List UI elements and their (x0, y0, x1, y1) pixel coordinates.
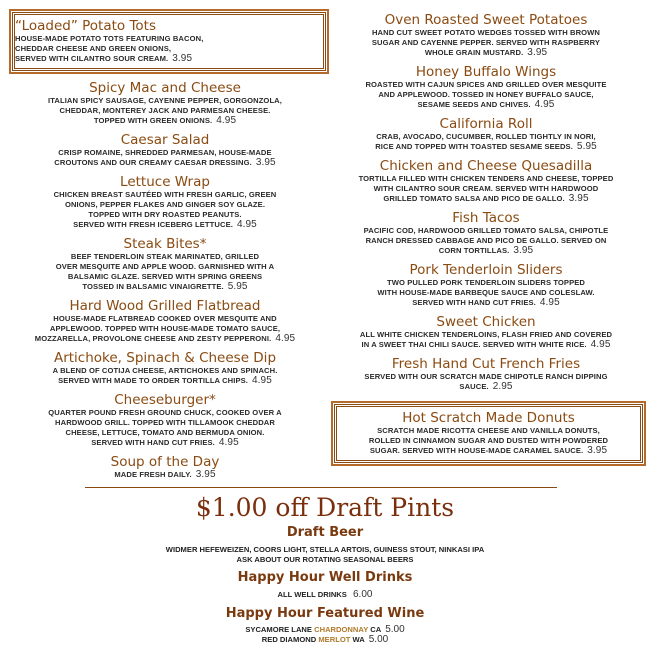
item-description-line (0, 262, 330, 272)
description-text: ONIONS, PEPPER FLAKES AND GINGER SOY GLAZE. (64, 200, 266, 209)
item-title: California Roll (439, 116, 533, 132)
description-text: GRILLED TOMATO SALSA AND PICO DE GALLO. (383, 194, 565, 203)
item-price: 3.95 (527, 47, 548, 58)
wine-list (0, 625, 650, 645)
item-description-line (322, 100, 650, 110)
description-text: SERVED WITH MADE TO ORDER TORTILLA CHIPS. (58, 376, 248, 385)
item-title: Pork Tenderloin Sliders (409, 262, 563, 278)
item-title: Oven Roasted Sweet Potatoes (384, 12, 588, 28)
description-text: ROASTED WITH CAJUN SPICES AND GRILLED OVER MESQUITE (365, 80, 607, 89)
item-price: 4.95 (590, 339, 611, 350)
menu-item (322, 210, 650, 256)
menu-item (322, 356, 650, 392)
description-text: HOUSE-MADE FLATBREAD COOKED OVER MESQUITE AND (53, 314, 277, 323)
menu-item (322, 262, 650, 308)
description-text: WHOLE GRAIN MUSTARD. (424, 48, 524, 57)
item-description-line (0, 272, 330, 282)
item-description-line (0, 200, 330, 210)
item-price: 3.95 (513, 245, 534, 256)
drinks-section (0, 492, 650, 645)
wine-price: 5.00 (385, 624, 405, 635)
description-text: SERVED WITH CILANTRO SOUR CREAM. (15, 54, 169, 63)
description-text: TOPPED WITH GREEN ONIONS. (93, 116, 213, 125)
description-text: TORTILLA FILLED WITH CHICKEN TENDERS AND CHEESE, TOPPED (358, 174, 614, 183)
description-text: ITALIAN SPICY SAUSAGE, CAYENNE PEPPER, GORGONZOLA, (48, 96, 282, 105)
description-text: WITH CILANTRO SOUR CREAM. SERVED WITH HARDWOOD (373, 184, 599, 193)
item-description-line (322, 372, 650, 382)
description-text: WITH HOUSE-MADE BARBEQUE SAUCE AND COLESLAW. (377, 288, 595, 297)
item-description-line (337, 446, 640, 456)
menu-item (0, 298, 330, 344)
description-text: IN A SWEET THAI CHILI SAUCE. SERVED WITH WHITE RICE. (361, 340, 587, 349)
description-text: MOZZARELLA, PROVOLONE CHEESE AND ZESTY PEPPERONI. (34, 334, 272, 343)
item-title: Hot Scratch Made Donuts (402, 410, 575, 426)
item-description-line (322, 246, 650, 256)
draft-beer-title: Draft Beer (286, 525, 364, 540)
item-title: Honey Buffalo Wings (415, 64, 557, 80)
description-text: ALL WHITE CHICKEN TENDERLOINS, FLASH FRIED AND COVERED (359, 330, 613, 339)
item-title: Steak Bites* (123, 236, 207, 252)
menu-item (0, 174, 330, 230)
menu-item (0, 350, 330, 386)
description-text: CHEDDAR, MONTEREY JACK AND PARMESAN CHEESE. (59, 106, 271, 115)
well-drinks-line (0, 590, 650, 600)
well-drinks-price: 6.00 (352, 589, 373, 600)
description-text: MADE FRESH DAILY. (114, 470, 192, 479)
description-text: SERVED WITH OUR SCRATCH MADE CHIPOTLE RANCH DIPPING (364, 372, 608, 381)
description-text: SERVED WITH HAND CUT FRIES. (91, 438, 215, 447)
well-drinks-text: ALL WELL DRINKS (277, 590, 347, 599)
menu-item (322, 64, 650, 110)
description-text: HAND CUT SWEET POTATO WEDGES TOSSED WITH BROWN (371, 28, 601, 37)
donut-item (337, 410, 640, 456)
item-description-line (322, 174, 650, 184)
description-text: SUGAR AND CAYENNE PEPPER. SERVED WITH RASPBERRY (371, 38, 601, 47)
item-price: 4.95 (539, 297, 560, 308)
description-text: SERVED WITH FRESH ICEBERG LETTUCE. (73, 220, 233, 229)
item-price: 4.95 (534, 99, 555, 110)
featured-wine-title: Happy Hour Featured Wine (225, 606, 425, 621)
description-text: ROLLED IN CINNAMON SUGAR AND DUSTED WITH POWDERED (368, 436, 609, 445)
menu-item (322, 116, 650, 152)
description-text: SUGAR. SERVED WITH HOUSE-MADE CARAMEL SAUCE. (369, 446, 584, 455)
item-description-line (0, 96, 330, 106)
menu-item (322, 12, 650, 58)
wine-winery: SYCAMORE LANE (245, 625, 312, 634)
description-text: CHEDDAR CHEESE AND GREEN ONIONS, (15, 44, 172, 53)
item-description-line (0, 158, 330, 168)
item-description-line (322, 48, 650, 58)
item-description-line (322, 38, 650, 48)
item-title: Cheeseburger* (114, 392, 216, 408)
item-price: 4.95 (275, 333, 296, 344)
item-title: Sweet Chicken (436, 314, 536, 330)
item-description-line (322, 142, 650, 152)
item-price: 5.95 (576, 141, 597, 152)
item-title: Fresh Hand Cut French Fries (391, 356, 581, 372)
item-description-line (0, 116, 330, 126)
item-description-line (322, 278, 650, 288)
description-text: CRISP ROMAINE, SHREDDED PARMESAN, HOUSE-MADE (58, 148, 272, 157)
wine-region: CA (370, 625, 382, 634)
item-title: Fish Tacos (452, 210, 520, 226)
description-text: CROUTONS AND OUR CREAMY CAESAR DRESSING. (54, 158, 252, 167)
wine-varietal: CHARDONNAY (314, 625, 369, 634)
description-text: RICE AND TOPPED WITH TOASTED SESAME SEEDS. (375, 142, 573, 151)
item-description-line (0, 366, 330, 376)
wine-price: 5.00 (368, 634, 389, 645)
wine-varietal: MERLOT (318, 635, 351, 644)
item-price: 4.95 (236, 219, 257, 230)
item-description-line (0, 428, 330, 438)
item-description-line (322, 236, 650, 246)
item-title: Spicy Mac and Cheese (89, 80, 241, 96)
item-description-line (0, 334, 330, 344)
item-description-line (0, 418, 330, 428)
menu-item (0, 392, 330, 448)
item-price: 3.95 (195, 469, 216, 480)
item-title: “Loaded” Potato Tots (15, 18, 156, 34)
item-price: 4.95 (218, 437, 239, 448)
item-description-line (322, 80, 650, 90)
item-description-line (337, 426, 640, 436)
item-description-line (322, 226, 650, 236)
item-description-line (0, 106, 330, 116)
item-title: Caesar Salad (120, 132, 210, 148)
drink-special-headline: $1.00 off Draft Pints (195, 493, 455, 522)
item-description-line (322, 194, 650, 204)
description-text: TWO PULLED PORK TENDERLOIN SLIDERS TOPPED (386, 278, 586, 287)
item-description-line (322, 288, 650, 298)
well-drinks-title: Happy Hour Well Drinks (237, 570, 413, 585)
item-description-line (0, 408, 330, 418)
item-title: Hard Wood Grilled Flatbread (69, 298, 261, 314)
menu-item (0, 454, 330, 480)
item-description-line (0, 314, 330, 324)
description-text: CHEESE, LETTUCE, TOMATO AND BERMUDA ONION. (65, 428, 265, 437)
wine-winery: RED DIAMOND (261, 635, 317, 644)
description-text: TOSSED IN BALSAMIC VINAIGRETTE. (82, 282, 224, 291)
item-description-line (0, 438, 330, 448)
description-text: CORN TORTILLAS. (438, 246, 510, 255)
description-text: PACIFIC COD, HARDWOOD GRILLED TOMATO SALSA, CHIPOTLE (363, 226, 609, 235)
menu-item (0, 236, 330, 292)
description-text: HOUSE-MADE POTATO TOTS FEATURING BACON, (15, 34, 204, 43)
description-text: APPLEWOOD. TOPPED WITH HOUSE-MADE TOMATO SAUCE, (49, 324, 281, 333)
description-text: CHICKEN BREAST SAUTÉED WITH FRESH GARLIC, GREEN (53, 190, 277, 199)
description-text: SCRATCH MADE RICOTTA CHEESE AND VANILLA DONUTS, (377, 426, 600, 435)
description-text: SESAME SEEDS AND CHIVES. (417, 100, 531, 109)
description-text: RANCH DRESSED CABBAGE AND PICO DE GALLO. SERVED ON (365, 236, 607, 245)
item-description-line (0, 470, 330, 480)
item-title: Chicken and Cheese Quesadilla (379, 158, 593, 174)
item-title: Lettuce Wrap (120, 174, 210, 190)
menu-item (0, 132, 330, 168)
menu-item (322, 158, 650, 204)
item-description-line (322, 28, 650, 38)
wine-row (0, 625, 650, 635)
wine-row (0, 635, 650, 645)
menu-item (0, 80, 330, 126)
item-price: 5.95 (227, 281, 248, 292)
item-price: 3.95 (568, 193, 589, 204)
item-description-line (0, 148, 330, 158)
description-text: CRAB, AVOCADO, CUCUMBER, ROLLED TIGHTLY IN NORI, (376, 132, 596, 141)
draft-beer-list: WIDMER HEFEWEIZEN, COORS LIGHT, STELLA ARTOIS, GUINESS STOUT, NINKASI IPA (165, 545, 485, 554)
item-description-line (322, 90, 650, 100)
wine-region: WA (352, 635, 365, 644)
item-price: 3.95 (587, 445, 608, 456)
item-description-line (0, 210, 330, 220)
item-price: 4.95 (252, 375, 272, 386)
item-title: Soup of the Day (110, 454, 220, 470)
item-description-line (0, 220, 330, 230)
divider (85, 487, 557, 488)
description-text: BALSAMIC GLAZE. SERVED WITH SPRING GREENS (67, 272, 263, 281)
item-description-line (0, 376, 330, 386)
menu-item (322, 314, 650, 350)
draft-beer-note: ASK ABOUT OUR ROTATING SEASONAL BEERS (236, 555, 414, 564)
description-text: BEEF TENDERLOIN STEAK MARINATED, GRILLED (70, 252, 260, 261)
item-price: 4.95 (216, 115, 237, 126)
item-description-line (322, 132, 650, 142)
item-description-line (322, 382, 650, 392)
item-description-line (0, 252, 330, 262)
item-title: Artichoke, Spinach & Cheese Dip (53, 350, 277, 366)
item-description-line (0, 282, 330, 292)
description-text: A BLEND OF COTIJA CHEESE, ARTICHOKES AND SPINACH. (52, 366, 278, 375)
description-text: SERVED WITH HAND CUT FRIES. (412, 298, 536, 307)
description-text: QUARTER POUND FRESH GROUND CHUCK, COOKED OVER A (48, 408, 282, 417)
description-text: HARDWOOD GRILL. TOPPED WITH TILLAMOOK CHEDDAR (55, 418, 275, 427)
description-text: TOPPED WITH DRY ROASTED PEANUTS. (88, 210, 242, 219)
item-description-line (0, 190, 330, 200)
item-description-line (322, 184, 650, 194)
item-description-line (322, 298, 650, 308)
item-price: 3.95 (255, 157, 276, 168)
left-menu-column (0, 0, 330, 486)
item-price: 3.95 (172, 53, 193, 64)
description-text: OVER MESQUITE AND APPLE WOOD. GARNISHED WITH A (55, 262, 275, 271)
item-description-line (322, 340, 650, 350)
description-text: SAUCE. (459, 382, 489, 391)
item-price: 2.95 (492, 381, 513, 392)
description-text: AND APPLEWOOD. TOSSED IN HONEY BUFFALO SAUCE, (378, 90, 594, 99)
donut-item-box (334, 404, 643, 463)
right-menu-column (322, 12, 650, 463)
